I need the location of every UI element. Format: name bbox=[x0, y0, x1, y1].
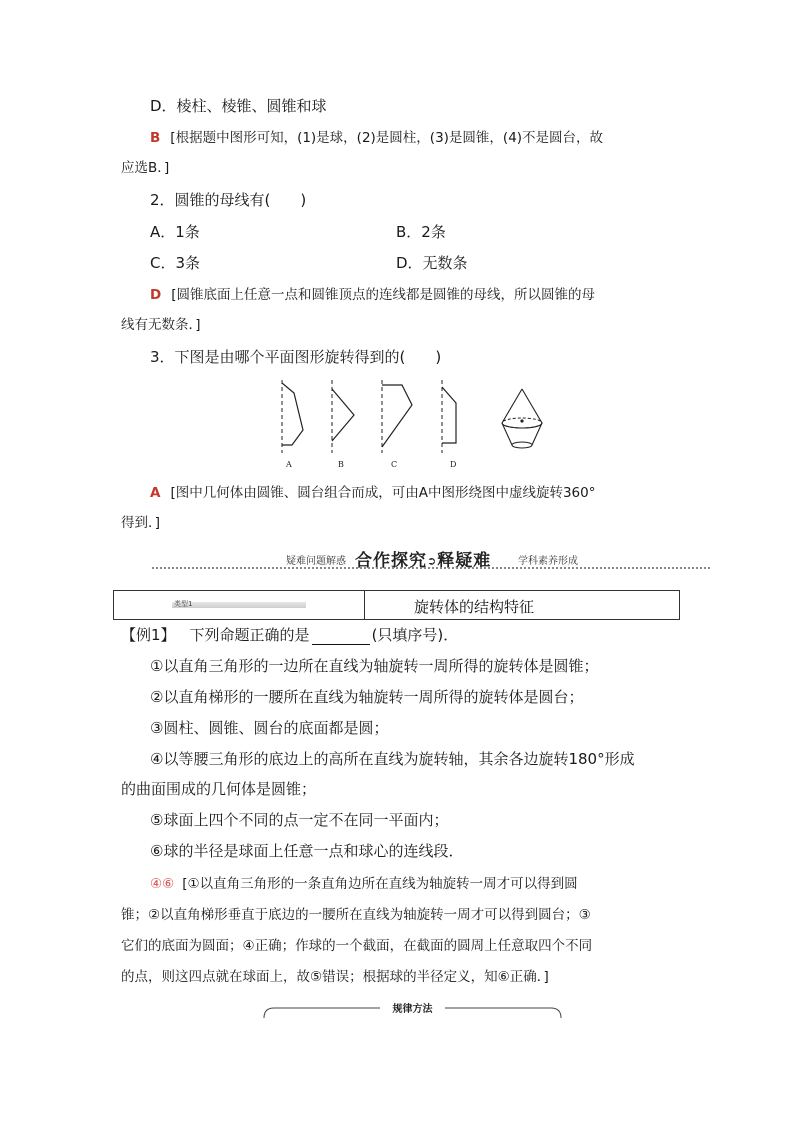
q1-answer-line bbox=[150, 128, 603, 148]
q2-explanation-1: [圆锥底面上任意一点和圆锥顶点的连线都是圆锥的母线，所以圆锥的母 bbox=[171, 287, 595, 303]
figure-solid bbox=[502, 389, 542, 448]
example-explanation-2: 锥；②以直角梯形垂直于底边的一腰所在直线为轴旋转一周才可以得到圆台；③ bbox=[121, 907, 591, 923]
example-label: 【例1】 bbox=[121, 626, 176, 644]
banner-right-text: 学科素养形成 bbox=[518, 556, 578, 567]
method-label: 规律方法 bbox=[392, 1004, 433, 1015]
type-box-divider bbox=[364, 591, 365, 619]
figure-d-shape bbox=[442, 380, 456, 453]
q2-option-d: D．无数条 bbox=[396, 254, 468, 272]
banner-left-text: 疑难问题解惑 bbox=[286, 556, 346, 567]
example-question-after: (只填序号)． bbox=[371, 626, 459, 644]
figure-a-shape bbox=[282, 380, 303, 453]
q2-explanation-2: 线有无数条．] bbox=[121, 317, 201, 333]
example-answer-line bbox=[150, 874, 578, 894]
q1-explanation-1: [根据题中图形可知，(1)是球，(2)是圆柱，(3)是圆锥，(4)不是圆台，故 bbox=[170, 130, 604, 146]
q3-explanation-2: 得到．] bbox=[121, 515, 161, 531]
example-explanation-1: [①以直角三角形的一条直角边所在直线为轴旋转一周才可以得到圆 bbox=[182, 876, 578, 892]
type-box-title: 旋转体的结构特征 bbox=[414, 598, 535, 616]
example-question bbox=[121, 625, 458, 645]
banner-divider bbox=[152, 567, 710, 569]
figure-label-a: A bbox=[286, 460, 292, 469]
figure-label-c: C bbox=[391, 460, 398, 469]
q2-question: 2．圆锥的母线有( ) bbox=[150, 191, 307, 209]
type-box bbox=[113, 590, 680, 620]
type-tag-label: 类型1 bbox=[174, 600, 193, 608]
example-item-1: ①以直角三角形的一边所在直线为轴旋转一周所得的旋转体是圆锥； bbox=[150, 657, 599, 675]
example-explanation-4: 的点，则这四点就在球面上，故⑤错误；根据球的半径定义，知⑥正确．] bbox=[121, 969, 549, 985]
q1-answer-letter: B bbox=[150, 130, 161, 146]
figure-label-b: B bbox=[338, 460, 344, 469]
q2-option-c: C．3条 bbox=[150, 254, 201, 272]
q1-option-d: D．棱柱、棱锥、圆锥和球 bbox=[150, 97, 327, 115]
example-question-before: 下列命题正确的是 bbox=[189, 626, 310, 644]
q3-question: 3．下图是由哪个平面图形旋转得到的( ) bbox=[150, 348, 442, 366]
example-item-4-cont: 的曲面围成的几何体是圆锥； bbox=[121, 780, 317, 798]
q2-option-a: A．1条 bbox=[150, 223, 200, 241]
q2-option-b: B．2条 bbox=[396, 223, 446, 241]
example-explanation-3: 它们的底面为圆面；④正确；作球的一个截面，在截面的圆周上任意取四个不同 bbox=[121, 938, 593, 954]
example-answer: ④⑥ bbox=[150, 876, 175, 892]
figure-b-shape bbox=[332, 380, 354, 453]
q3-answer-line bbox=[150, 483, 595, 503]
q2-answer-letter: D bbox=[150, 287, 162, 303]
example-item-6: ⑥球的半径是球面上任意一点和球心的连线段． bbox=[150, 842, 464, 860]
banner-main-part1: 合作探究 bbox=[355, 551, 427, 571]
method-header bbox=[260, 1000, 565, 1020]
q3-answer-letter: A bbox=[150, 485, 161, 501]
banner-main-part2: 释疑难 bbox=[437, 551, 492, 571]
q3-figure bbox=[270, 375, 560, 475]
q1-explanation-2: 应选B．] bbox=[121, 160, 170, 176]
section-banner bbox=[150, 546, 710, 572]
type-tag bbox=[172, 602, 306, 608]
example-item-3: ③圆柱、圆锥、圆台的底面都是圆； bbox=[150, 719, 389, 737]
figure-label-d: D bbox=[450, 460, 457, 469]
q3-explanation-1: [图中几何体由圆锥、圆台组合而成，可由A中图形绕图中虚线旋转360° bbox=[170, 485, 596, 501]
q2-answer-line bbox=[150, 285, 595, 305]
figure-c-shape bbox=[382, 380, 412, 453]
answer-blank bbox=[312, 628, 370, 645]
example-item-2: ②以直角梯形的一腰所在直线为轴旋转一周所得的旋转体是圆台； bbox=[150, 688, 584, 706]
example-item-4: ④以等腰三角形的底边上的高所在直线为旋转轴，其余各边旋转180°形成 bbox=[150, 750, 635, 768]
banner-arrow-icon: ➲ bbox=[427, 554, 438, 568]
example-item-5: ⑤球面上四个不同的点一定不在同一平面内； bbox=[150, 811, 449, 829]
